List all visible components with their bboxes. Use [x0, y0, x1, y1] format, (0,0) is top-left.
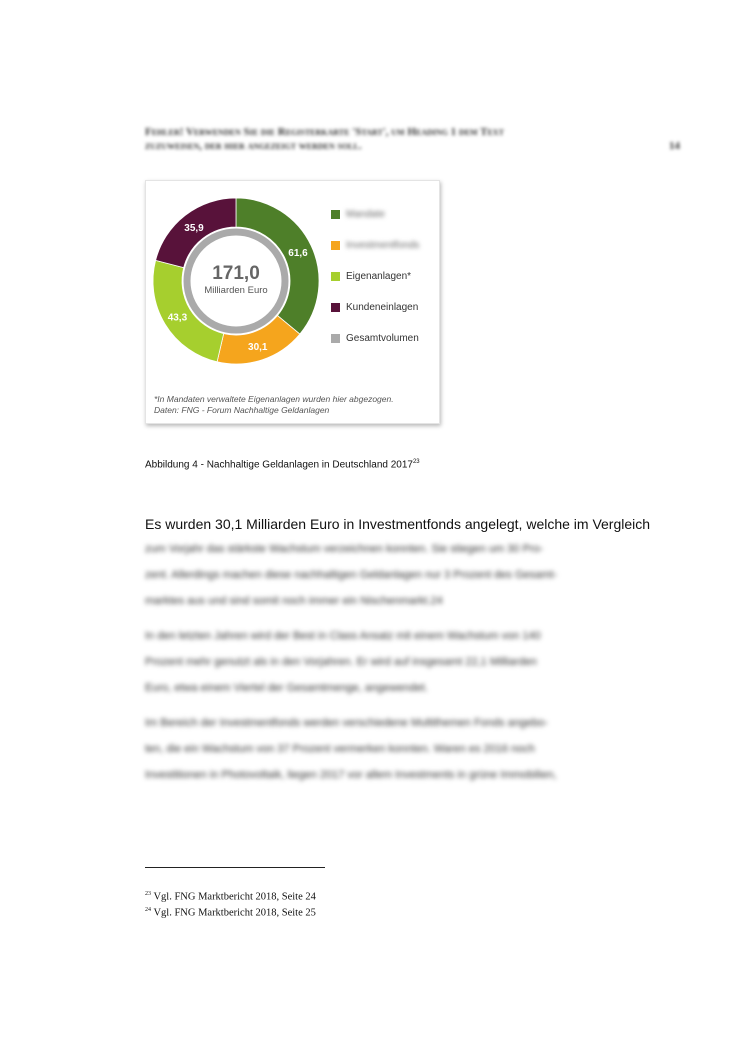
slice-value-label: 61,6	[288, 247, 308, 259]
running-header	[145, 126, 680, 152]
legend-item	[331, 269, 419, 283]
footnote-divider	[145, 867, 325, 868]
legend-item	[331, 207, 419, 221]
paragraph-line: Prozent mehr genutzt als in den Vorjahren. Er wird auf insgesamt 22,1 Milliarden	[145, 656, 537, 668]
legend-item	[331, 238, 419, 252]
footnotes	[145, 888, 316, 919]
footnote-text: Vgl. FNG Marktbericht 2018, Seite 25	[153, 907, 316, 918]
paragraph-line: In den letzten Jahren wird der Best in Class Ansatz mit einem Wachstum von 140	[145, 630, 541, 642]
paragraph-line: zum Vorjahr das stärkste Wachstum verzeichnen konnten. Sie stiegen um 30 Pro-	[145, 543, 544, 555]
figure-caption	[145, 459, 420, 470]
donut-chart	[146, 181, 346, 381]
header-line-2: zuzuweisen, der hier angezeigt werden soll.	[145, 140, 362, 152]
paragraph-line: Im Bereich der Investmentfonds werden verschiedene Multithemen Fonds angebo-	[145, 717, 548, 729]
chart-note-line-1: *In Mandaten verwaltete Eigenanlagen wurden hier abgezogen.	[154, 394, 394, 404]
caption-footnote-ref: 23	[412, 459, 420, 465]
paragraph-3	[145, 710, 680, 788]
header-line-1: Fehler! Verwenden Sie die Registerkarte 'Start', um Heading 1 dem Text	[145, 126, 504, 138]
paragraph-line: ten, die ein Wachstum von 37 Prozent vermerken konnten. Waren es 2016 noch	[145, 743, 535, 755]
legend-swatch	[331, 334, 340, 343]
legend-label: Mandate	[346, 208, 385, 220]
slice-value-label: 43,3	[167, 312, 188, 324]
paragraph-1	[145, 536, 680, 614]
body-first-line: Es wurden 30,1 Milliarden Euro in Investmentfonds angelegt, welche im Vergleich	[145, 516, 651, 532]
donut-chart-figure	[145, 180, 440, 424]
legend-label: Gesamtvolumen	[346, 332, 419, 344]
center-total-value: 171,0	[212, 263, 260, 284]
legend-label: Investmentfonds	[346, 239, 420, 251]
footnote-number: 24	[145, 906, 151, 913]
slice-value-label: 30,1	[248, 341, 268, 353]
legend-swatch	[331, 210, 340, 219]
caption-text: Abbildung 4 - Nachhaltige Geldanlagen in Deutschland 2017	[145, 459, 413, 471]
chart-note-line-2: Daten: FNG - Forum Nachhaltige Geldanlagen	[154, 405, 330, 415]
paragraph-line: zent. Allerdings machen diese nachhaltigen Geldanlagen nur 3 Prozent des Gesamt-	[145, 569, 558, 581]
chart-note	[154, 394, 394, 416]
legend-label: Eigenanlagen*	[346, 270, 412, 282]
legend-swatch	[331, 303, 340, 312]
center-total-label: Milliarden Euro	[204, 285, 268, 296]
footnote-number: 23	[145, 891, 151, 897]
footnote-text: Vgl. FNG Marktbericht 2018, Seite 24	[153, 891, 316, 903]
footnote-24	[145, 904, 316, 920]
legend-swatch	[331, 241, 340, 250]
page-number: 14	[669, 140, 680, 152]
chart-legend	[331, 207, 419, 362]
legend-item	[331, 300, 419, 314]
legend-label: Kundeneinlagen	[346, 301, 419, 313]
slice-value-label: 35,9	[184, 222, 204, 234]
paragraph-line: Euro, etwa einem Viertel der Gesamtmenge, angewendet.	[145, 682, 428, 694]
paragraph-2	[145, 623, 680, 701]
paragraph-line: marktes aus und sind somit noch immer ein Nischenmarkt.24	[145, 595, 443, 607]
footnote-23	[145, 888, 316, 904]
legend-swatch	[331, 272, 340, 281]
legend-item	[331, 331, 419, 345]
paragraph-line: Investitionen in Photovoltaik, liegen 2017 vor allem Investments in grüne Immobilien,	[145, 769, 557, 781]
